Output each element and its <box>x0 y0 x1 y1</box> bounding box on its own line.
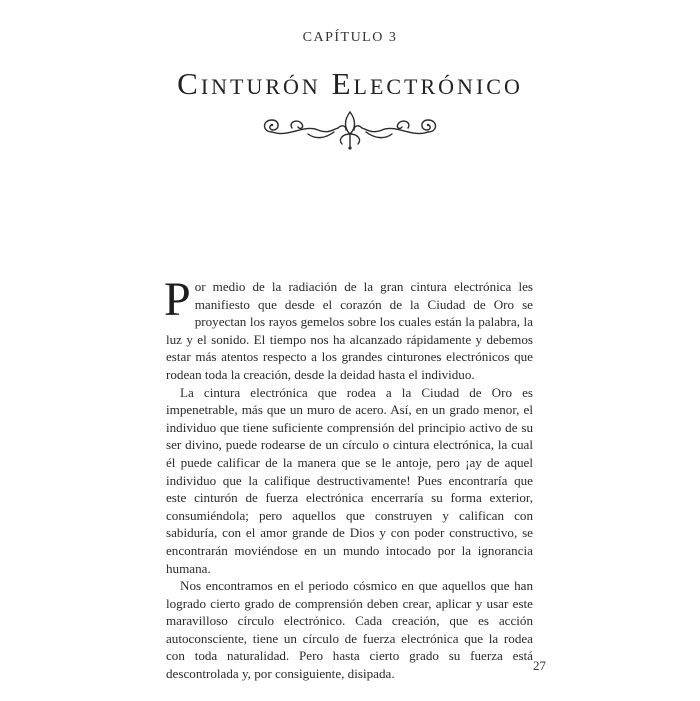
paragraph-1-text: or medio de la radiación de la gran cintura electrónica les manifiesto que desde el corazón de la Ciudad de Oro se proyectan los rayos gemelos sobre los cuales están la palabra, la luz y el sonido. El tiempo nos ha alcanzado rápidamente y debemos estar más atentos respecto a los grandes cinturones electrónicos que rodean toda la creación, desde la deidad hasta el individuo. <box>166 279 533 382</box>
body-text <box>164 273 533 683</box>
paragraph-3: Nos encontramos en el periodo cósmico en que aquellos que han logrado cierto grado de comprensión deben crear, aplicar y usar este maravilloso círculo electrónico. Cada creación, que es acción autoconsciente, tiene un círculo de fuerza electrónica que la rodea con toda naturalidad. Pero hasta cierto grado su fuerza está descontrolada y, por consiguiente, disipada. <box>166 578 533 682</box>
chapter-title: Cinturón Electrónico <box>177 66 523 101</box>
paragraph-2: La cintura electrónica que rodea a la Ciudad de Oro es impenetrable, más que un muro de acero. Así, en un grado menor, el individuo que tiene suficiente comprensión del principio activo de su ser divino, puede rodearse de un círculo o cintura electrónica, la cual él puede calificar de la manera que se le antoje, pero ¡ay de aquel individuo que la califique destructivamente! Pues encontraría que este cinturón de fuerza electrónica encerraría su forma exterior, consumiéndola; pero aquellos que construyen y califican con sabiduría, con el amor grande de Dios y con poder constructivo, se encontrarán moviéndose en un mundo intocado por la ignorancia humana. <box>166 384 533 576</box>
paragraph-1 <box>164 273 533 384</box>
scroll-flourish-icon <box>258 108 442 150</box>
drop-cap: P <box>164 273 191 326</box>
chapter-label: CAPÍTULO 3 <box>302 30 398 45</box>
page-number: 27 <box>533 658 546 673</box>
